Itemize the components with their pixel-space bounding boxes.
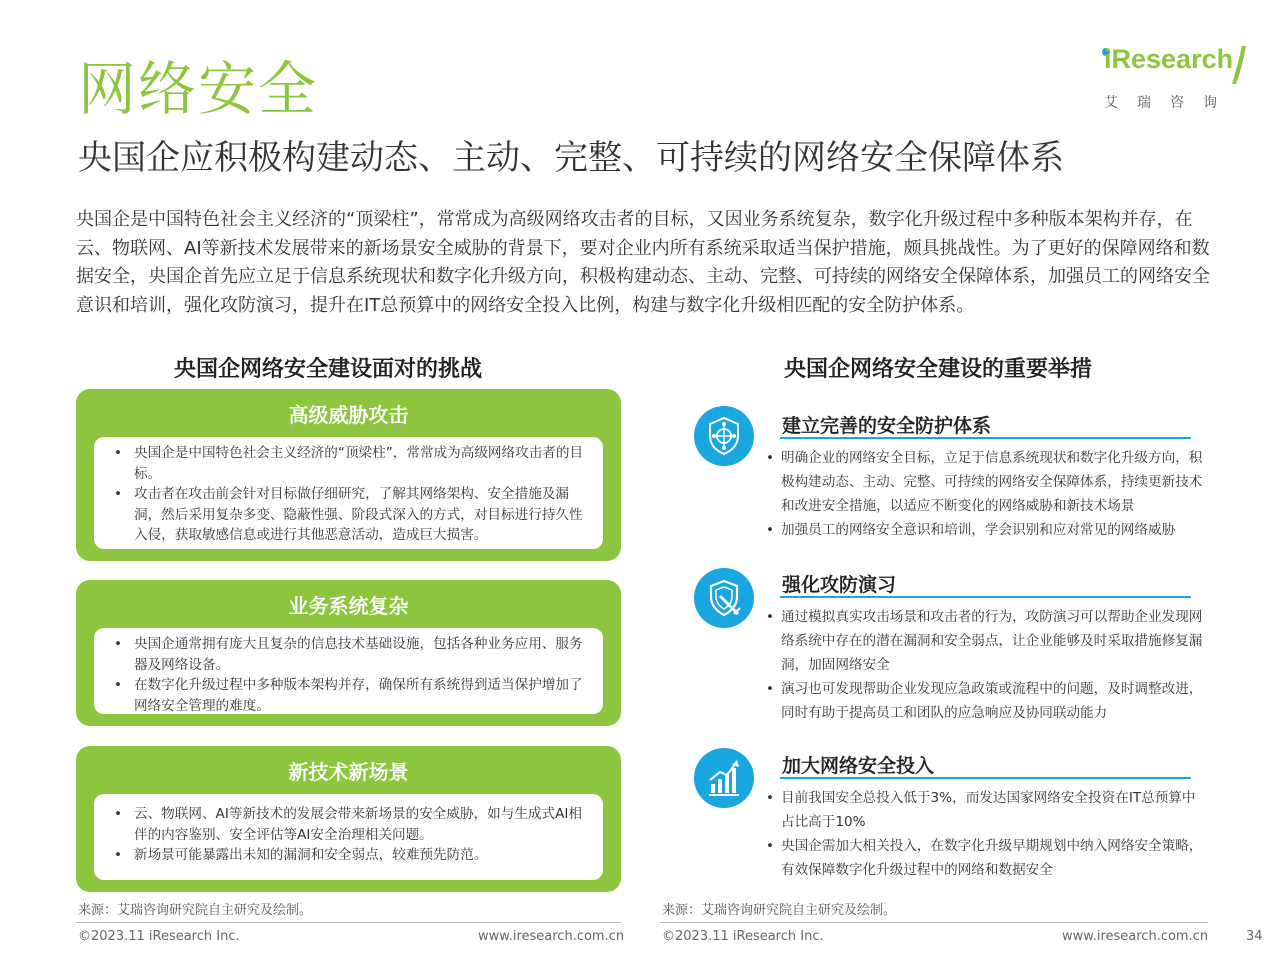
measure-title-underline	[780, 777, 1191, 779]
measure-bullet: • 目前我国安全总投入低于3%，而发达国家网络安全投资在IT总预算中占比高于10%	[766, 786, 1206, 834]
measure-title-underline	[780, 596, 1191, 598]
right-footer-divider	[660, 922, 1208, 923]
measure-body	[766, 446, 1206, 542]
intro-paragraph: 央国企是中国特色社会主义经济的“顶梁柱”，常常成为高级网络攻击者的目标，又因业务系统复杂，数字化升级过程中多种版本架构并存，在云、物联网、AI等新技术发展带来的新场景安全威胁的背景下，要对企业内所有系统采取适当保护措施，颇具挑战性。为了更好的保障网络和数据安全，央国企首先应立足于信息系统现状和数字化升级方向，积极构建动态、主动、完整、可持续的网络安全保障体系，加强员工的网络安全意识和培训，强化攻防演习，提升在IT总预算中的网络安全投入比例，构建与数字化升级相匹配的安全防护体系。	[76, 209, 1210, 316]
bar-chart-up-icon	[694, 748, 754, 808]
measure-title: 强化攻防演习	[782, 574, 897, 596]
left-footer-divider	[76, 922, 621, 923]
page-subtitle: 央国企应积极构建动态、主动、完整、可持续的网络安全保障体系	[78, 138, 1064, 178]
measure-body	[766, 786, 1206, 882]
logo-subtitle: 艾瑞咨询	[1104, 95, 1236, 111]
left-copyright: ©2023.11 iResearch Inc.	[78, 929, 240, 944]
challenge-bullet: • 央国企通常拥有庞大且复杂的信息技术基础设施，包括各种业务应用、服务器及网络设备。	[114, 634, 589, 675]
network-shield-icon	[694, 406, 754, 466]
right-website: www.iresearch.com.cn	[1062, 929, 1209, 944]
measure-bullet: • 加强员工的网络安全意识和培训，学会识别和应对常见的网络威胁	[766, 518, 1206, 542]
right-copyright: ©2023.11 iResearch Inc.	[662, 929, 824, 944]
challenge-card	[76, 580, 621, 726]
challenge-bullet: • 云、物联网、AI等新技术的发展会带来新场景的安全威胁，如与生成式AI相伴的内容鉴别、安全评估等AI安全治理相关问题。	[114, 804, 589, 845]
page-number: 34	[1246, 929, 1263, 944]
measure-bullet: • 通过模拟真实攻击场景和攻击者的行为，攻防演习可以帮助企业发现网络系统中存在的潜在漏洞和安全弱点，让企业能够及时采取措施修复漏洞，加固网络安全	[766, 605, 1206, 677]
measure-bullet: • 央国企需加大相关投入，在数字化升级早期规划中纳入网络安全策略，有效保障数字化升级过程中的网络和数据安全	[766, 834, 1206, 882]
section-title: 网络安全	[78, 55, 319, 123]
challenge-card	[76, 389, 621, 561]
challenge-card-title: 高级威胁攻击	[288, 403, 409, 427]
shield-sword-icon	[694, 568, 754, 628]
challenge-card-title: 新技术新场景	[288, 760, 409, 784]
right-source: 来源：艾瑞咨询研究院自主研究及绘制。	[662, 903, 897, 918]
challenge-card-title: 业务系统复杂	[288, 594, 409, 618]
left-column-title: 央国企网络安全建设面对的挑战	[174, 357, 483, 382]
logo-word: iResearch	[1104, 44, 1234, 74]
challenge-card-body	[94, 628, 603, 714]
right-column-title: 央国企网络安全建设的重要举措	[784, 357, 1093, 382]
measure-bullet: • 明确企业的网络安全目标，立足于信息系统现状和数字化升级方向，积极构建动态、主动、完整、可持续的网络安全保障体系，持续更新技术和改进安全措施，以适应不断变化的网络威胁和新技术场景	[766, 446, 1206, 518]
challenge-card	[76, 746, 621, 892]
challenge-bullet: • 新场景可能暴露出未知的漏洞和安全弱点，较难预先防范。	[114, 845, 589, 866]
challenge-bullet: • 在数字化升级过程中多种版本架构并存，确保所有系统得到适当保护增加了网络安全管理的难度。	[114, 675, 589, 716]
left-source: 来源：艾瑞咨询研究院自主研究及绘制。	[78, 903, 313, 918]
left-website: www.iresearch.com.cn	[478, 929, 625, 944]
challenge-card-body	[94, 437, 603, 549]
measure-title-underline	[780, 437, 1191, 439]
challenge-card-body	[94, 794, 603, 880]
challenge-bullet: • 央国企是中国特色社会主义经济的“顶梁柱”，常常成为高级网络攻击者的目标。	[114, 443, 589, 484]
challenge-bullet: • 攻击者在攻击前会针对目标做仔细研究，了解其网络架构、安全措施及漏洞，然后采用复杂多变、隐蔽性强、阶段式深入的方式，对目标进行持久性入侵，获取敏感信息或进行其他恶意活动，造成巨大损害。	[114, 484, 589, 546]
measure-body	[766, 605, 1206, 725]
iresearch-logo	[1100, 44, 1250, 114]
measure-title: 加大网络安全投入	[782, 755, 935, 777]
measure-bullet: • 演习也可发现帮助企业发现应急政策或流程中的问题，及时调整改进，同时有助于提高员工和团队的应急响应及协同联动能力	[766, 677, 1206, 725]
measure-title: 建立完善的安全防护体系	[782, 415, 992, 437]
